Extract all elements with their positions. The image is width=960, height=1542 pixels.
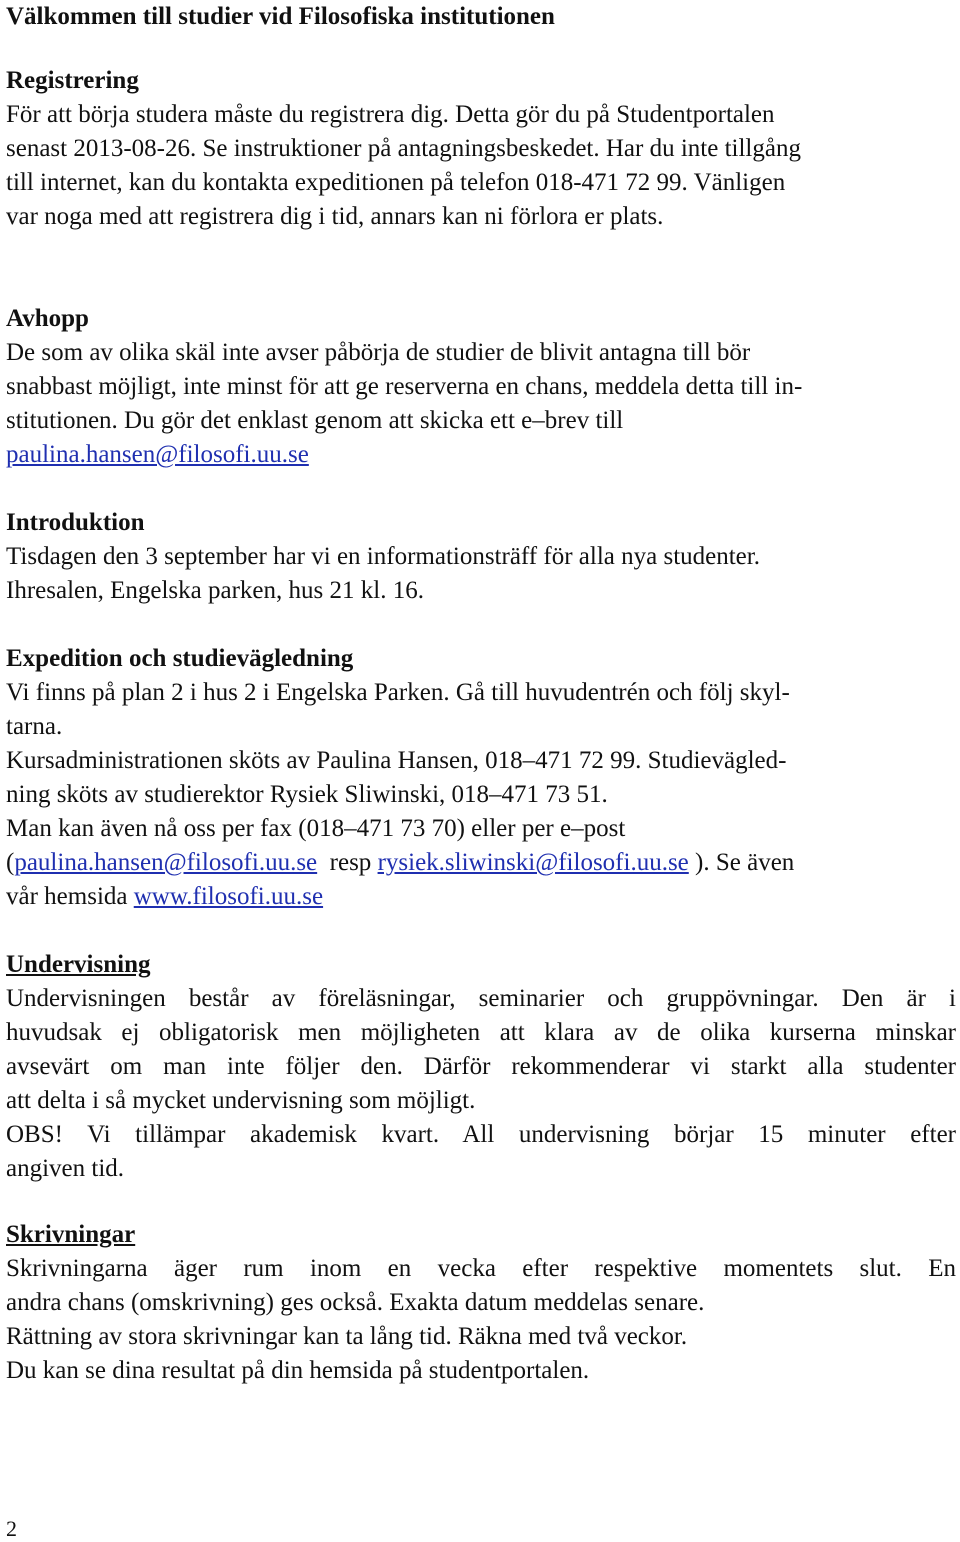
page-title: Välkommen till studier vid Filosofiska institutionen (6, 3, 555, 30)
registrering-line: till internet, kan du kontakta expeditionen på telefon 018-471 72 99. Vänligen (6, 169, 786, 196)
undervisning-line: OBS! Vi tillämpar akademisk kvart. All undervisning börjar 15 minuter efter (6, 1121, 956, 1148)
skrivningar-line: Rättning av stora skrivningar kan ta lång tid. Räkna med två veckor. (6, 1323, 688, 1350)
introduktion-line: Tisdagen den 3 september har vi en informationsträff för alla nya studenter. (6, 543, 760, 570)
expedition-website-line (6, 880, 956, 914)
heading-undervisning: Undervisning (6, 951, 151, 978)
email-link-rysiek[interactable]: rysiek.sliwinski@filosofi.uu.se (377, 849, 689, 876)
section-registrering (6, 64, 956, 234)
heading-expedition: Expedition och studievägledning (6, 645, 354, 672)
resp-text: resp (329, 849, 372, 876)
section-skrivningar (6, 1218, 956, 1388)
undervisning-line: Undervisningen består av föreläsningar, seminarier och gruppövningar. Den är i (6, 985, 956, 1012)
avhopp-email-line (6, 438, 956, 472)
avhopp-line: snabbast möjligt, inte minst för att ge reserverna en chans, meddela detta till in- (6, 373, 803, 400)
introduktion-line: Ihresalen, Engelska parken, hus 21 kl. 16. (6, 577, 424, 604)
registrering-line: var noga med att registrera dig i tid, annars kan ni förlora er plats. (6, 203, 664, 230)
skrivningar-line: Du kan se dina resultat på din hemsida på studentportalen. (6, 1357, 590, 1384)
expedition-line: Vi finns på plan 2 i hus 2 i Engelska Parken. Gå till huvudentrén och följ skyl- (6, 679, 790, 706)
skrivningar-line: andra chans (omskrivning) ges också. Exakta datum meddelas senare. (6, 1289, 705, 1316)
section-introduktion (6, 506, 956, 608)
expedition-email-line (6, 846, 956, 880)
avhopp-line: De som av olika skäl inte avser påbörja de studier de blivit antagna till bör (6, 339, 751, 366)
avhopp-line: stitutionen. Du gör det enklast genom att skicka ett e–brev till (6, 407, 624, 434)
expedition-line: Man kan även nå oss per fax (018–471 73 70) eller per e–post (6, 815, 626, 842)
hemsida-text: vår hemsida (6, 883, 128, 910)
undervisning-line: att delta i så mycket undervisning som möjligt. (6, 1087, 476, 1114)
registrering-line: senast 2013-08-26. Se instruktioner på antagningsbeskedet. Har du inte tillgång (6, 135, 801, 162)
email-link-paulina[interactable]: paulina.hansen@filosofi.uu.se (6, 441, 309, 468)
heading-avhopp: Avhopp (6, 305, 89, 332)
expedition-line: Kursadministrationen sköts av Paulina Hansen, 018–471 72 99. Studievägled- (6, 747, 787, 774)
open-paren: ( (6, 849, 15, 876)
expedition-line: ning sköts av studierektor Rysiek Sliwinski, 018–471 73 51. (6, 781, 608, 808)
undervisning-line: huvudsak ej obligatorisk men möjligheten att klara av de olika kurserna minskar (6, 1019, 956, 1046)
expedition-line: tarna. (6, 713, 63, 740)
heading-skrivningar: Skrivningar (6, 1221, 136, 1248)
undervisning-line: avsevärt om man inte följer den. Därför rekommenderar vi starkt alla studenter (6, 1053, 956, 1080)
website-link[interactable]: www.filosofi.uu.se (133, 883, 324, 910)
heading-introduktion: Introduktion (6, 509, 145, 536)
skrivningar-line: Skrivningarna äger rum inom en vecka efter respektive momentets slut. En (6, 1255, 956, 1282)
undervisning-line: angiven tid. (6, 1155, 125, 1182)
registrering-line: För att börja studera måste du registrera dig. Detta gör du på Studentportalen (6, 101, 775, 128)
heading-registrering: Registrering (6, 67, 139, 94)
page-number: 2 (6, 1516, 17, 1541)
se-aven-text: ). Se även (695, 849, 795, 876)
section-undervisning (6, 948, 956, 1186)
section-avhopp (6, 302, 956, 472)
email-link-paulina-2[interactable]: paulina.hansen@filosofi.uu.se (14, 849, 318, 876)
section-expedition (6, 642, 956, 914)
